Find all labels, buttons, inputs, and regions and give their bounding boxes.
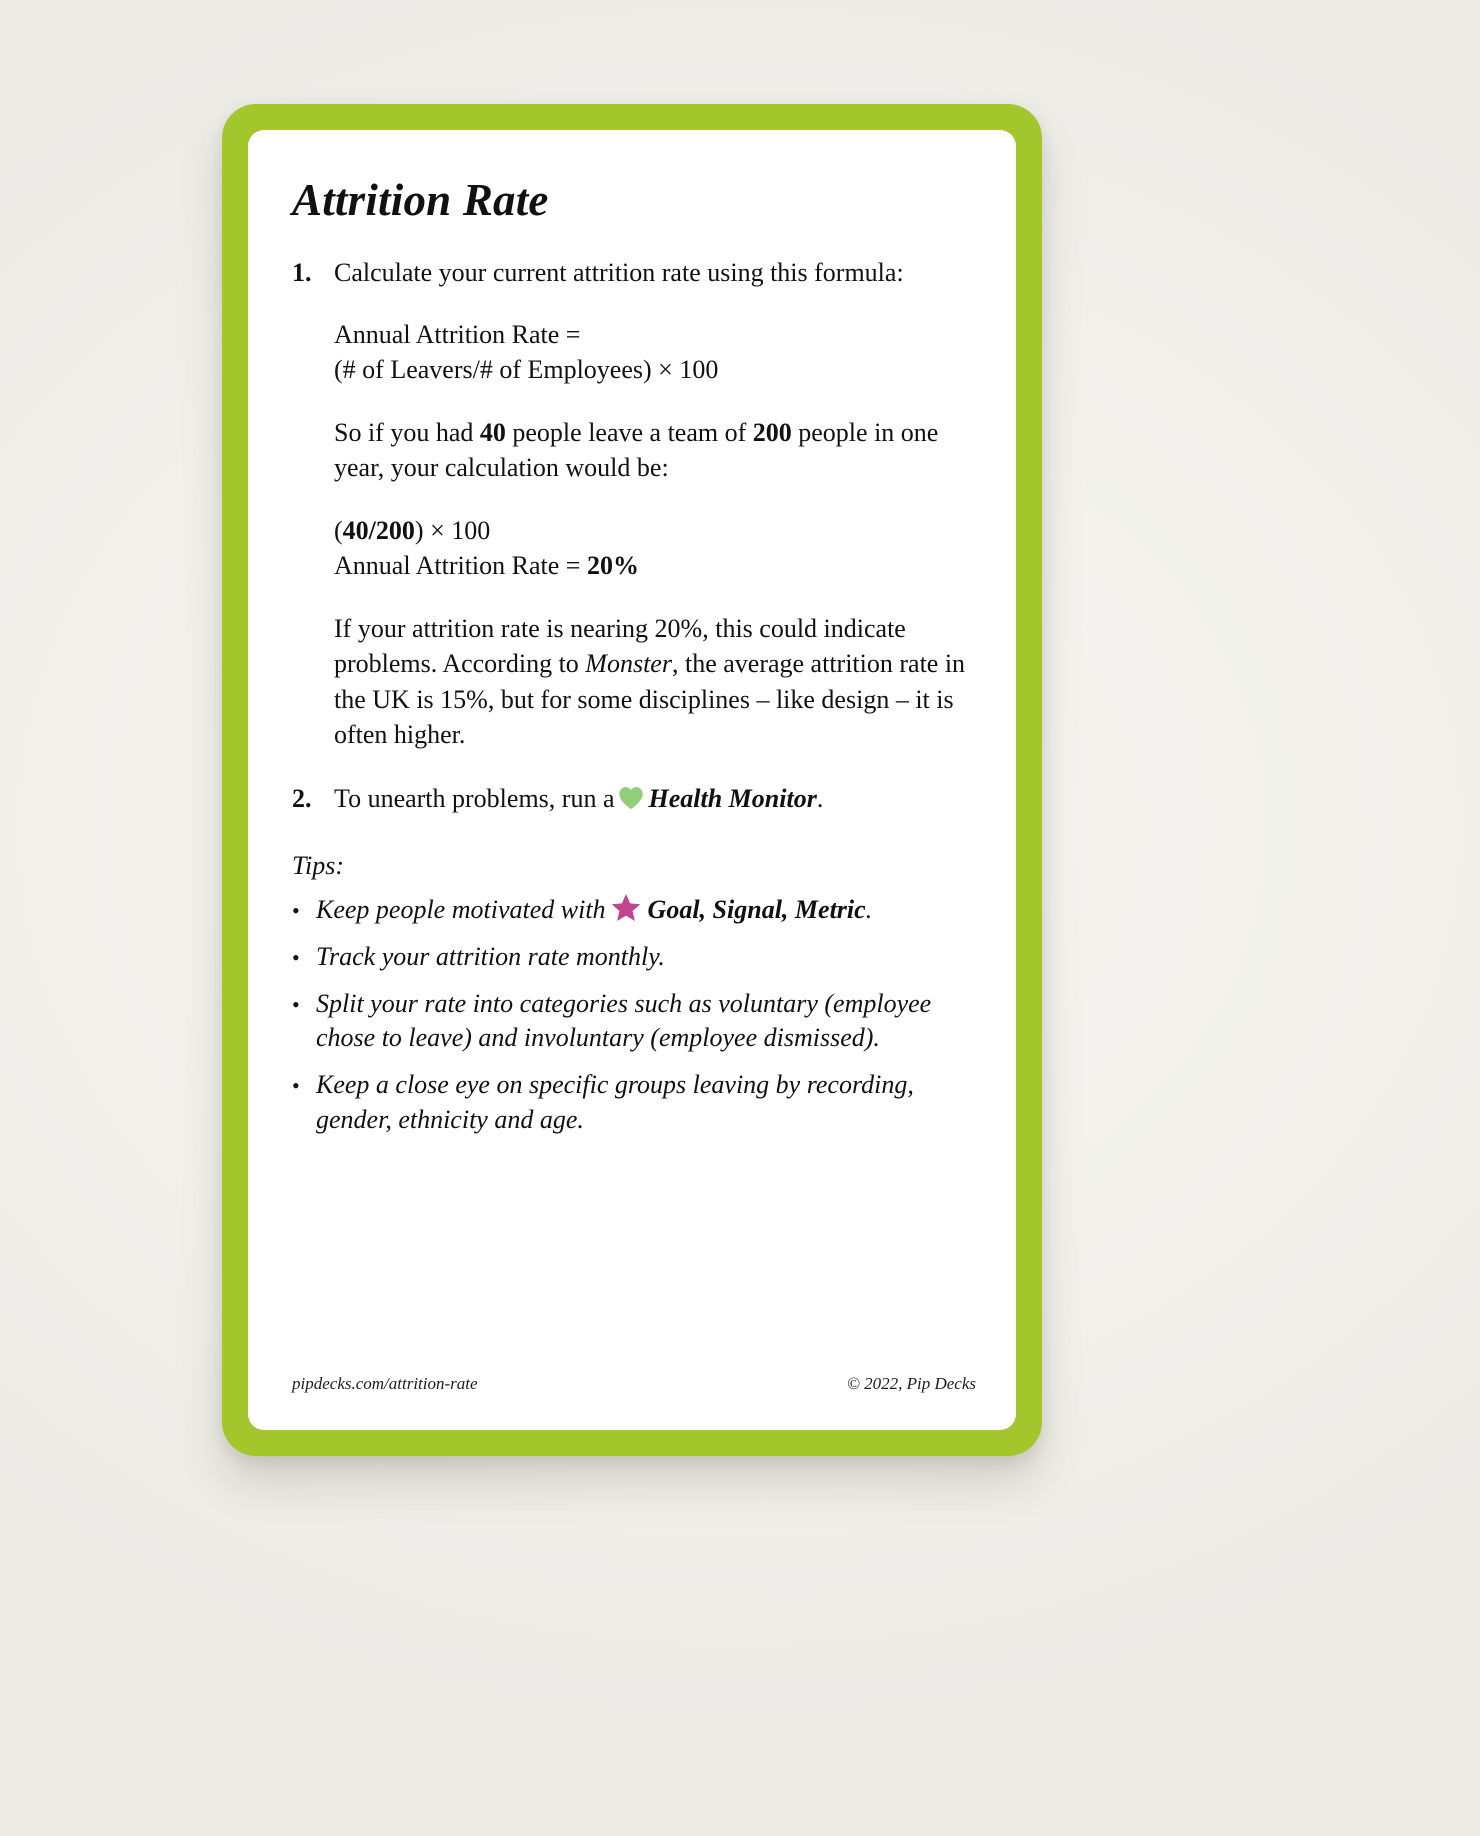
example-intro-part1: So if you had [334, 417, 480, 447]
tip-text-4: Keep a close eye on specific groups leaving by recording, gender, ethnicity and age. [316, 1070, 914, 1135]
tip-text-1 [316, 893, 872, 928]
list-item [292, 940, 976, 975]
note-source: Monster [585, 649, 672, 679]
goal-signal-metric-link[interactable]: Goal, Signal, Metric [647, 894, 866, 924]
calc-paren-close: ) [414, 516, 424, 546]
note-part1: If your attrition rate is nearing 20%, this could indicate problems. According to [334, 614, 906, 679]
card-face [248, 130, 1016, 1430]
tip1-after: . [865, 894, 873, 924]
step-text-2 [334, 782, 823, 815]
calc-multiplier: × 100 [423, 516, 491, 546]
list-item [292, 987, 976, 1057]
step-item-1 [292, 256, 976, 289]
tips-label: Tips: [292, 850, 345, 880]
list-item [292, 893, 976, 928]
step-text-1: Calculate your current attrition rate using this formula: [334, 257, 904, 287]
example-employees: 200 [752, 417, 792, 447]
example-intro-part3: people in one year, your calculation would be: [334, 417, 939, 483]
step2-text-before: To unearth problems, run a [334, 783, 615, 813]
calc-paren-open: ( [334, 516, 343, 546]
step-number-2: 2. [292, 783, 312, 813]
example-intro-part2: people leave a team of [505, 417, 753, 447]
formula-block [334, 317, 976, 387]
calculation-line [334, 513, 976, 548]
card-wrapper [222, 104, 1042, 1456]
result-value: 20% [586, 551, 639, 581]
calculation-block [334, 513, 976, 583]
tips-section [292, 851, 976, 1138]
step-number-1: 1. [292, 257, 312, 287]
card-footer [292, 1374, 976, 1394]
bullet-icon: • [292, 944, 300, 970]
tip-text-3: Split your rate into categories such as voluntary (employee chose to leave) and involuntary (employee dismissed). [316, 988, 932, 1053]
tip1-before: Keep people motivated with [316, 894, 606, 924]
bullet-icon: • [292, 897, 300, 923]
star-icon [610, 893, 642, 923]
calculation-result-line [334, 548, 976, 583]
note-part2: , the average attrition rate in the UK is 15%, but for some disciplines – like design – it is often higher. [334, 649, 966, 749]
footer-copyright: © 2022, Pip Decks [846, 1374, 976, 1393]
calc-fraction: 40/200 [342, 516, 415, 546]
card-content [292, 154, 976, 1414]
formula-line-2: (# of Leavers/# of Employees) × 100 [334, 354, 719, 384]
health-monitor-link[interactable]: Health Monitor [648, 783, 817, 813]
bullet-icon: • [292, 1073, 300, 1099]
tip-text-2: Track your attrition rate monthly. [316, 941, 665, 971]
page-title: Attrition Rate [292, 175, 549, 225]
note-paragraph [334, 611, 976, 751]
step2-text-after: . [816, 783, 824, 813]
formula-line-1: Annual Attrition Rate = [334, 319, 581, 349]
example-leavers: 40 [479, 417, 506, 447]
heart-icon [618, 785, 644, 809]
card-border [222, 104, 1042, 1456]
step-item-2 [292, 782, 976, 815]
footer-url[interactable]: pipdecks.com/attrition-rate [292, 1374, 478, 1393]
bullet-icon: • [292, 991, 300, 1017]
list-item [292, 1068, 976, 1138]
result-label: Annual Attrition Rate = [334, 551, 587, 581]
example-intro [334, 415, 976, 485]
